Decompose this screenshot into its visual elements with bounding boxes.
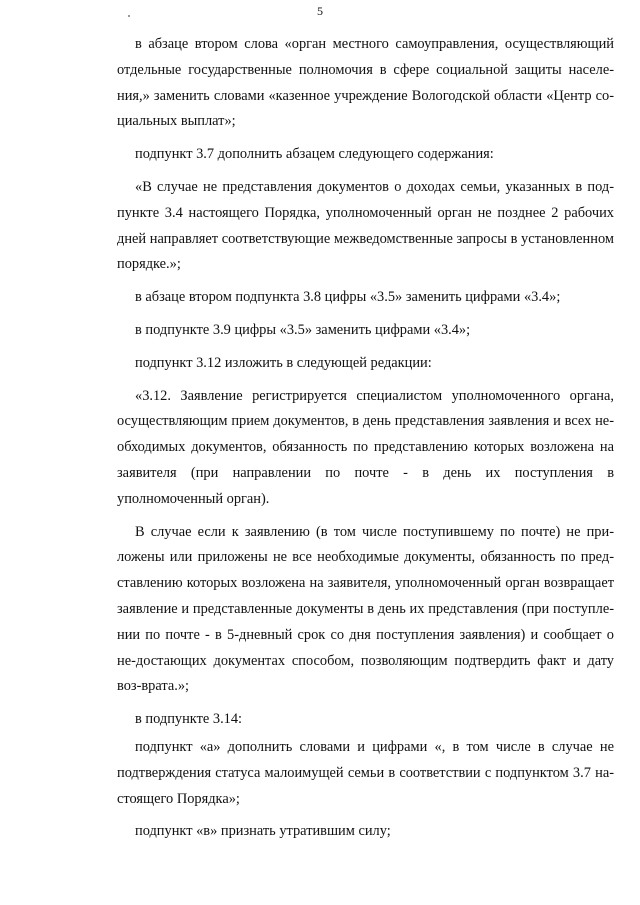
paragraph-3: «В случае не представления документов о доходах семьи, указанных в под-пункте 3.4 настоящего Порядка, уполномоченный орган не позднее 2 рабочих дней направляет соответствующие межведомственные запросы в установленном порядке.»;	[117, 178, 614, 273]
paragraph-1: в абзаце втором слова «орган местного самоуправления, осуществляющий отдельные государственные полномочия в сфере социальной защиты населе-ния,» заменить словами «казенное учреждение Вологодской области «Центр со-циальных выплат»;	[117, 36, 614, 130]
paragraph-11: подпункт «в» признать утратившим силу;	[135, 823, 391, 840]
paragraph-2: подпункт 3.7 дополнить абзацем следующего содержания:	[135, 146, 494, 163]
paragraph-9: в подпункте 3.14:	[135, 711, 243, 728]
scan-dot	[128, 15, 130, 17]
paragraph-8: В случае если к заявлению (в том числе поступившему по почте) не при-ложены или приложены не все необходимые документы, обязанность по пред-ставлению которых возложена на заявителя, уполномоченный орган возвращает заявление и представленные документы в день их представления (при поступле-нии по почте - в 5-дневный срок со дня поступления заявления) и сообщает о не-достающих документах способом, позволяющим подтвердить факт и дату воз-врата.»;	[117, 523, 614, 695]
page-number: 5	[317, 4, 323, 18]
paragraph-5: в подпункте 3.9 цифры «3.5» заменить цифрами «3.4»;	[135, 321, 471, 338]
paragraph-4: в абзаце втором подпункта 3.8 цифры «3.5» заменить цифрами «3.4»;	[135, 289, 561, 306]
document-body	[117, 32, 614, 845]
paragraph-10: подпункт «а» дополнить словами и цифрами «, в том числе в случае не подтверждения статуса малоимущей семьи в соответствии с подпунктом 3.7 на-стоящего Порядка»;	[117, 738, 614, 807]
paragraph-7: «3.12. Заявление регистрируется специалистом уполномоченного органа, осуществляющим прием документов, в день представления заявления и всех не-обходимых документов, обязанность по представлению которых возложена на заявителя (при направлении по почте - в день их поступления в уполномоченный орган).	[117, 387, 614, 507]
paragraph-6: подпункт 3.12 изложить в следующей редакции:	[135, 354, 432, 371]
